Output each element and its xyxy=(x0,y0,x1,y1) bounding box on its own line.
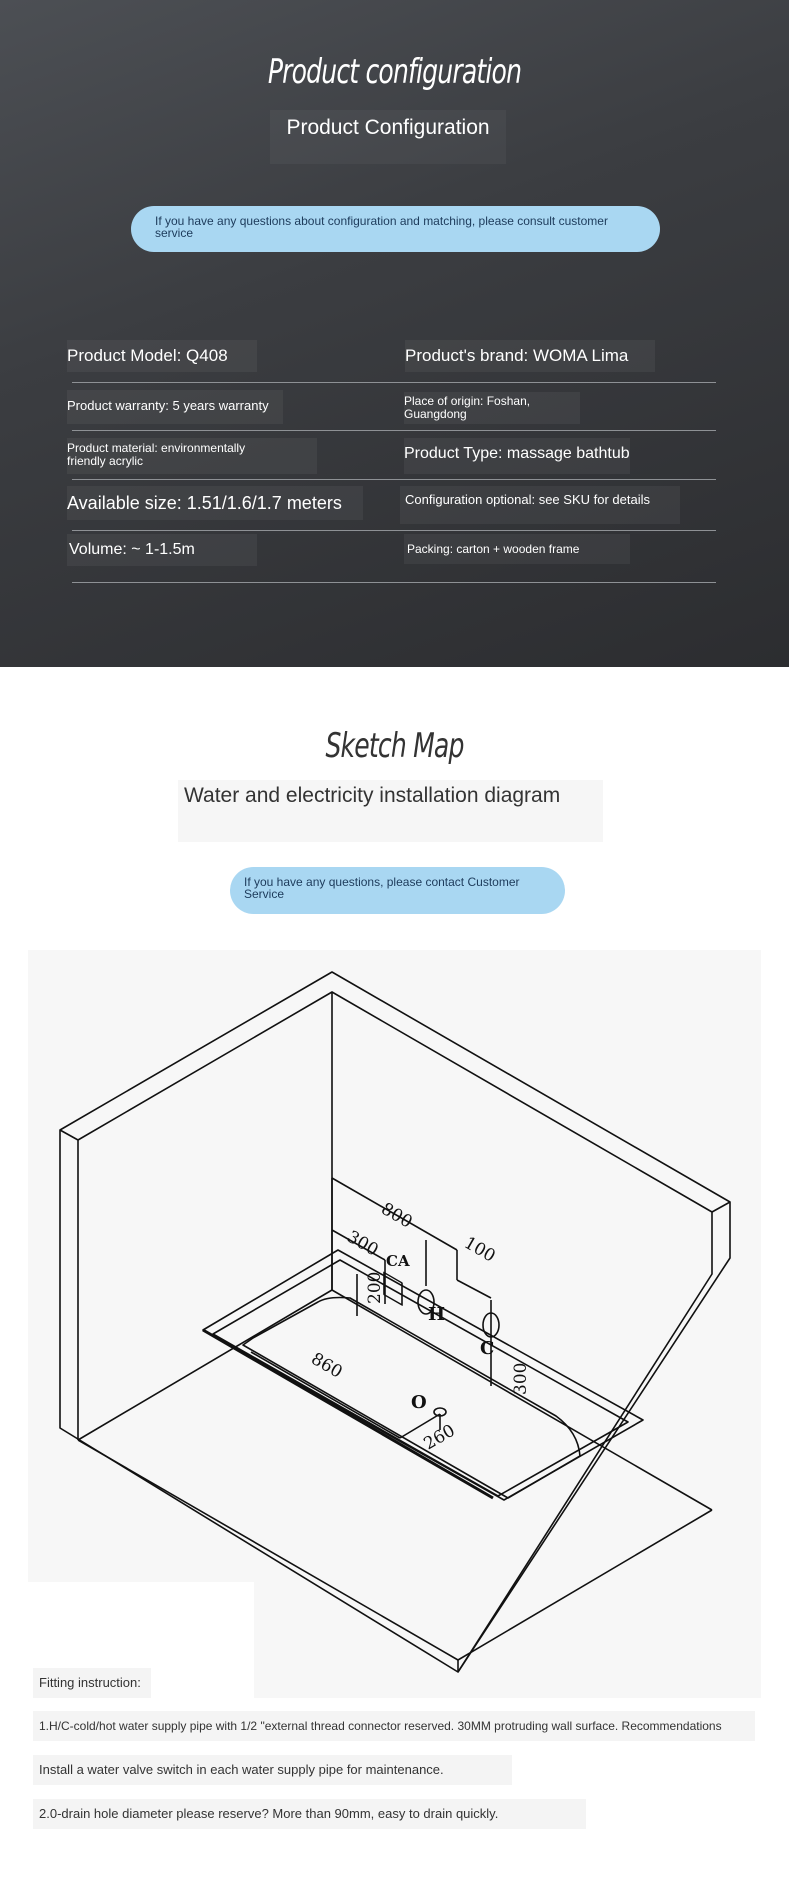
label-860: 860 xyxy=(307,1349,346,1383)
divider-1 xyxy=(72,382,716,383)
spec-packing: Packing: carton + wooden frame xyxy=(404,534,630,564)
spec-material: Product material: environmentally friendly acrylic xyxy=(67,438,317,474)
sketch-subtitle: Water and electricity installation diagram xyxy=(184,784,561,807)
label-300-right: 300 xyxy=(511,1362,531,1395)
label-200: 200 xyxy=(365,1271,385,1304)
label-300-left: 300 xyxy=(343,1227,382,1261)
config-notice-pill[interactable] xyxy=(131,206,660,252)
config-subtitle: Product Configuration xyxy=(286,116,490,139)
sketch-title: Sketch Map xyxy=(325,726,464,766)
spec-model: Product Model: Q408 xyxy=(67,340,257,372)
spec-brand: Product's brand: WOMA Lima xyxy=(405,340,655,372)
instruction-line-2: Install a water valve switch in each water supply pipe for maintenance. xyxy=(33,1755,512,1785)
config-subtitle-box xyxy=(270,110,506,164)
config-title: Product configuration xyxy=(267,52,522,92)
divider-5 xyxy=(72,582,716,583)
sketch-subtitle-box xyxy=(178,780,603,842)
divider-4 xyxy=(72,530,716,531)
label-800: 800 xyxy=(377,1199,416,1233)
spec-warranty: Product warranty: 5 years warranty xyxy=(67,390,283,424)
spec-size: Available size: 1.51/1.6/1.7 meters xyxy=(67,486,363,520)
label-h: H xyxy=(428,1304,446,1325)
left-wall xyxy=(60,1130,78,1440)
bathtub-rim xyxy=(203,1250,643,1500)
instruction-line-3: 2.0-drain hole diameter please reserve? More than 90mm, easy to drain quickly. xyxy=(33,1799,586,1829)
room-outline xyxy=(60,972,730,1672)
label-100: 100 xyxy=(460,1233,499,1267)
spec-optional: Configuration optional: see SKU for details xyxy=(400,486,680,524)
config-section xyxy=(0,0,789,667)
instruction-heading: Fitting instruction: xyxy=(33,1668,151,1698)
sketch-notice-text: If you have any questions, please contact Customer Service xyxy=(244,875,520,901)
divider-2 xyxy=(72,430,716,431)
label-c: C xyxy=(480,1338,495,1359)
instruction-line-1: 1.H/C-cold/hot water supply pipe with 1/2 "external thread connector reserved. 30MM protruding wall surface. Recommendations xyxy=(33,1711,755,1741)
right-wall xyxy=(332,992,712,1672)
label-ca: CA xyxy=(386,1252,410,1270)
divider-3 xyxy=(72,479,716,480)
back-wall-top xyxy=(78,992,332,1290)
spec-type: Product Type: massage bathtub xyxy=(404,438,630,474)
label-o: O xyxy=(411,1392,427,1413)
spec-origin: Place of origin: Foshan, Guangdong xyxy=(404,392,580,424)
config-notice-text: If you have any questions about configuration and matching, please consult customer service xyxy=(155,214,608,240)
sketch-notice-pill[interactable] xyxy=(230,867,565,914)
label-260: 260 xyxy=(420,1420,459,1455)
spec-volume: Volume: ~ 1-1.5m xyxy=(67,534,257,566)
